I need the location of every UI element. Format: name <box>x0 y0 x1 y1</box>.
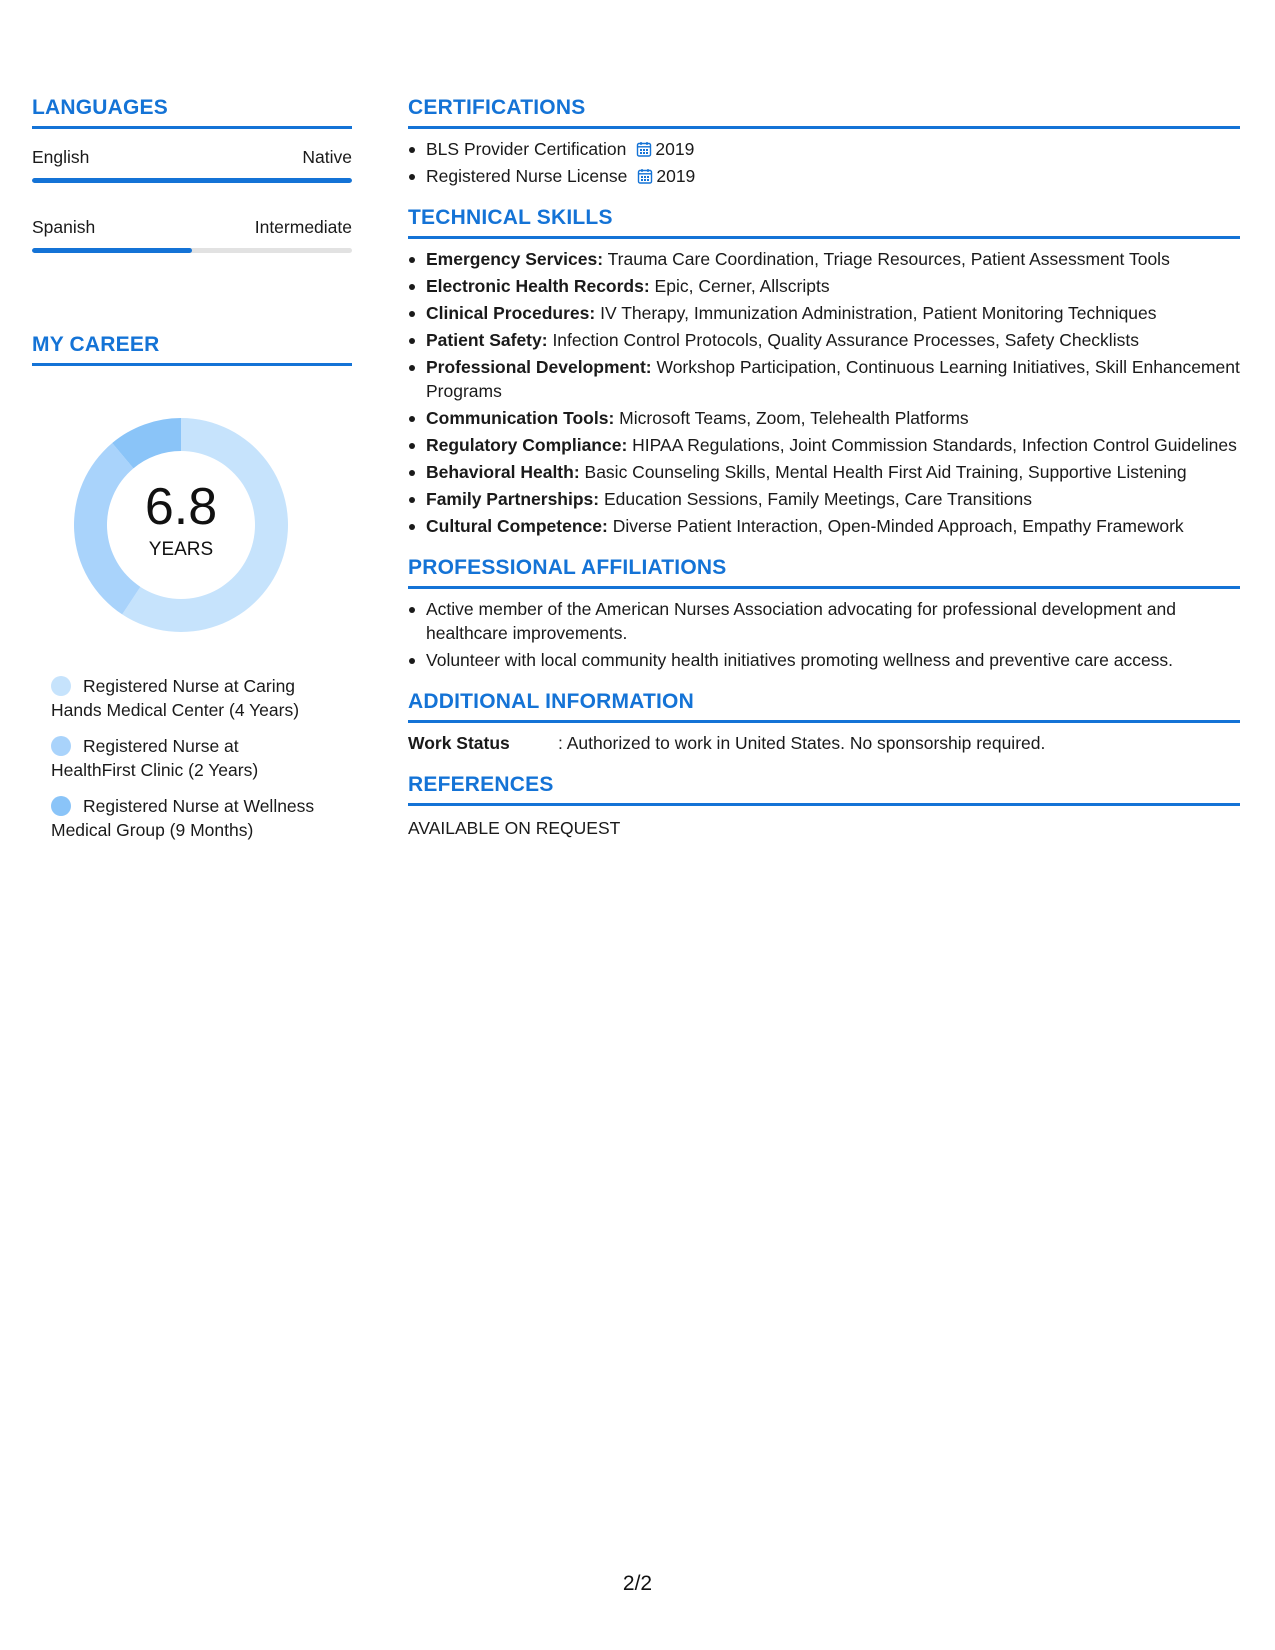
list-item <box>408 328 1240 352</box>
technical-skills-title: TECHNICAL SKILLS <box>408 206 1240 239</box>
language-item-spanish <box>32 217 352 253</box>
skill-category: Cultural Competence: <box>426 516 608 536</box>
affiliations-list <box>408 597 1240 672</box>
list-item: Volunteer with local community health initiatives promoting wellness and preventive care access. <box>408 648 1240 672</box>
references-title: REFERENCES <box>408 773 1240 806</box>
language-item-english <box>32 147 352 183</box>
work-status-row <box>408 731 1240 755</box>
list-item <box>408 164 1240 188</box>
skill-values: Education Sessions, Family Meetings, Care Transitions <box>604 489 1032 509</box>
skill-category: Electronic Health Records: <box>426 276 650 296</box>
additional-info-title: ADDITIONAL INFORMATION <box>408 690 1240 723</box>
list-item <box>408 301 1240 325</box>
language-proficiency-bar <box>32 178 352 183</box>
legend-label: Registered Nurse at Wellness Medical Group (9 Months) <box>51 796 315 840</box>
certifications-section <box>408 96 1240 188</box>
skill-category: Emergency Services: <box>426 249 604 269</box>
skill-values: Infection Control Protocols, Quality Assurance Processes, Safety Checklists <box>552 330 1139 350</box>
skill-values: HIPAA Regulations, Joint Commission Standards, Infection Control Guidelines <box>632 435 1237 455</box>
language-proficiency-fill <box>32 248 192 253</box>
languages-title: LANGUAGES <box>32 96 352 129</box>
skill-values: Diverse Patient Interaction, Open-Minded Approach, Empathy Framework <box>612 516 1184 536</box>
legend-item <box>51 674 322 722</box>
career-total-unit: YEARS <box>148 539 214 560</box>
language-level: Intermediate <box>254 217 352 237</box>
skill-values: Microsoft Teams, Zoom, Telehealth Platforms <box>619 408 969 428</box>
skill-category: Behavioral Health: <box>426 462 580 482</box>
list-item: Active member of the American Nurses Association advocating for professional development and healthcare improvements. <box>408 597 1240 645</box>
references-section <box>408 773 1240 839</box>
legend-dot <box>51 676 71 696</box>
work-status-value: : Authorized to work in United States. No sponsorship required. <box>558 733 1046 753</box>
references-text: AVAILABLE ON REQUEST <box>408 818 621 838</box>
skill-values: Workshop Participation, Continuous Learning Initiatives, Skill Enhancement Programs <box>426 357 1240 401</box>
work-status-label: Work Status <box>408 733 510 753</box>
list-item <box>408 247 1240 271</box>
skill-category: Patient Safety: <box>426 330 548 350</box>
legend-dot <box>51 796 71 816</box>
skill-category: Clinical Procedures: <box>426 303 596 323</box>
legend-dot <box>51 736 71 756</box>
right-column <box>408 96 1240 839</box>
affiliations-title: PROFESSIONAL AFFILIATIONS <box>408 556 1240 589</box>
list-item <box>408 274 1240 298</box>
list-item <box>408 433 1240 457</box>
career-title: MY CAREER <box>32 333 352 366</box>
skill-values: Trauma Care Coordination, Triage Resources, Patient Assessment Tools <box>607 249 1170 269</box>
list-item <box>408 406 1240 430</box>
list-item <box>408 487 1240 511</box>
certification-name: BLS Provider Certification <box>426 139 627 159</box>
skill-category: Family Partnerships: <box>426 489 600 509</box>
additional-info-section <box>408 690 1240 755</box>
certifications-title: CERTIFICATIONS <box>408 96 1240 129</box>
language-proficiency-fill <box>32 178 352 183</box>
language-name: English <box>32 147 90 167</box>
career-legend <box>32 674 322 842</box>
legend-item <box>51 734 322 782</box>
calendar-icon <box>636 141 652 157</box>
affiliations-section <box>408 556 1240 672</box>
career-donut-chart <box>66 410 296 640</box>
career-total-value: 6.8 <box>144 478 218 536</box>
skill-category: Professional Development: <box>426 357 652 377</box>
skill-values: Epic, Cerner, Allscripts <box>654 276 830 296</box>
skill-category: Regulatory Compliance: <box>426 435 628 455</box>
left-column <box>32 96 352 854</box>
list-item <box>408 355 1240 403</box>
language-proficiency-bar <box>32 248 352 253</box>
certifications-list <box>408 137 1240 188</box>
certification-name: Registered Nurse License <box>426 166 628 186</box>
calendar-icon <box>637 168 653 184</box>
skill-values: Basic Counseling Skills, Mental Health First Aid Training, Supportive Listening <box>584 462 1187 482</box>
list-item <box>408 514 1240 538</box>
language-name: Spanish <box>32 217 96 237</box>
certification-year: 2019 <box>656 166 696 186</box>
list-item <box>408 137 1240 161</box>
skill-values: IV Therapy, Immunization Administration, Patient Monitoring Techniques <box>600 303 1157 323</box>
language-level: Native <box>302 147 352 167</box>
career-donut-center <box>66 410 296 640</box>
skill-category: Communication Tools: <box>426 408 615 428</box>
legend-label: Registered Nurse at Caring Hands Medical Center (4 Years) <box>51 676 300 720</box>
certification-year: 2019 <box>655 139 695 159</box>
legend-item <box>51 794 322 842</box>
legend-label: Registered Nurse at HealthFirst Clinic (2 Years) <box>51 736 259 780</box>
technical-skills-section <box>408 206 1240 538</box>
list-item <box>408 460 1240 484</box>
technical-skills-list <box>408 247 1240 538</box>
page-number: 2/2 <box>622 1572 653 1595</box>
